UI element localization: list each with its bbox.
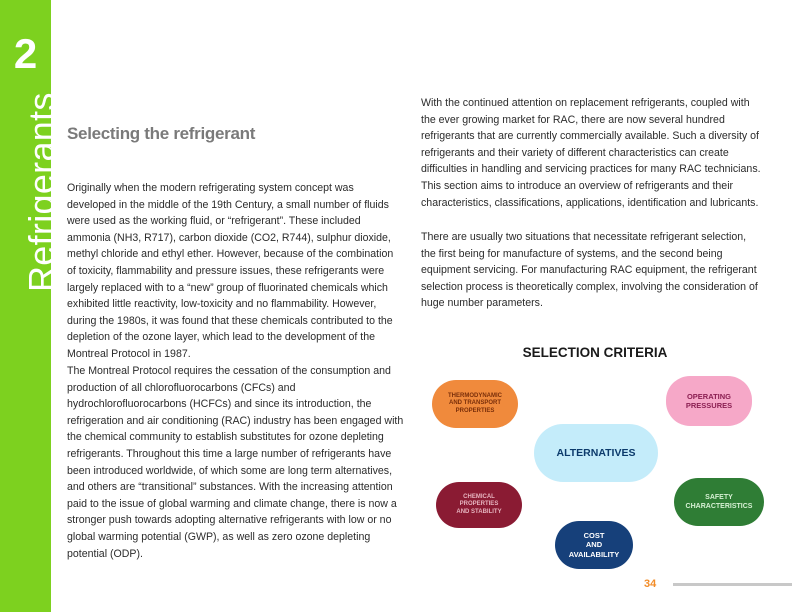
node-alternatives-label: ALTERNATIVES <box>556 447 636 459</box>
node-alternatives <box>534 424 658 482</box>
node-thermodynamic-label: THERMODYNAMIC AND TRANSPORT PROPERTIES <box>448 392 502 414</box>
body-paragraph-1: Originally when the modern refrigerating system concept was developed in the middle of the 19th Century, a small number of fluids were used as the working fluid, or “refrigerant”. These included ammonia (NH3, R717), carbon dioxide (CO2, R744), sulphur dioxide, methyl chloride and ethyl ether. However, because of the combination of toxicity, flammability and pressure issues, these refrigerants were largely replaced with to a “new” group of fluorinated chemicals which exhibited little reactivity, low-toxicity and no flammability. However, during the 1980s, it was found that these chemicals contributed to the depletion of the ozone layer, which lead to the development of the Montreal Protocol in 1987. <box>67 182 394 360</box>
node-safety-label: SAFETY CHARACTERISTICS <box>685 494 753 510</box>
node-chemical-properties-label: CHEMICAL PROPERTIES AND STABILITY <box>456 493 502 515</box>
node-safety <box>674 478 764 526</box>
node-thermodynamic <box>432 380 518 428</box>
diagram-title: SELECTION CRITERIA <box>522 345 668 360</box>
chapter-number: 2 <box>13 30 38 77</box>
node-operating-pressures <box>666 376 752 426</box>
body-paragraph-4: There are usually two situations that necessitate refrigerant selection, the first being for manufacture of systems, and the second being equipment servicing. For manufacturing RAC equipment, the refrigerant selection process is theoretically complex, involving the consideration of huge number parameters. <box>421 231 758 310</box>
chapter-sidebar <box>0 0 62 612</box>
chapter-title: Refrigerants <box>21 92 62 292</box>
page-number: 34 <box>644 578 657 590</box>
body-paragraph-3: With the continued attention on replacement refrigerants, coupled with the ever growing market for RAC, there are now several hundred refrigerants that are currently commercially available. Such a diversity of refrigerants and their variety of different characteristics can create difficulties in handling and servicing practices for many RAC technicians. This section aims to introduce an overview of refrigerants and their characteristics, classifications, applications, identification and lubricants. <box>421 97 761 209</box>
page-number-rule <box>673 583 792 586</box>
node-cost <box>555 521 633 569</box>
body-paragraph-2: The Montreal Protocol requires the cessation of the consumption and production of all chlorofluorocarbons (CFCs) and hydrochlorofluorocarbons (HCFCs) and since its introduction, the refrigeration and air conditioning (RAC) industry has been engaged with the chemical community to establish substitutes for ozone depleting refrigerants. Throughout this time a large number of refrigerants have been introduced worldwide, of which some are long term alternatives, and others are “transitional” substances. With the increasing attention paid to the issue of global warming and climate change, there is now a stronger push towards adopting alternative refrigerants with low or no global warming potential (GWP), as well as zero ozone depleting potential (ODP). <box>67 365 404 560</box>
node-operating-pressures-label: OPERATING PRESSURES <box>685 391 733 410</box>
node-chemical-properties <box>436 482 522 528</box>
page-title: Selecting the refrigerant <box>67 124 256 143</box>
selection-criteria-diagram <box>420 340 770 580</box>
node-cost-label: COST AND AVAILABILITY <box>568 530 620 559</box>
